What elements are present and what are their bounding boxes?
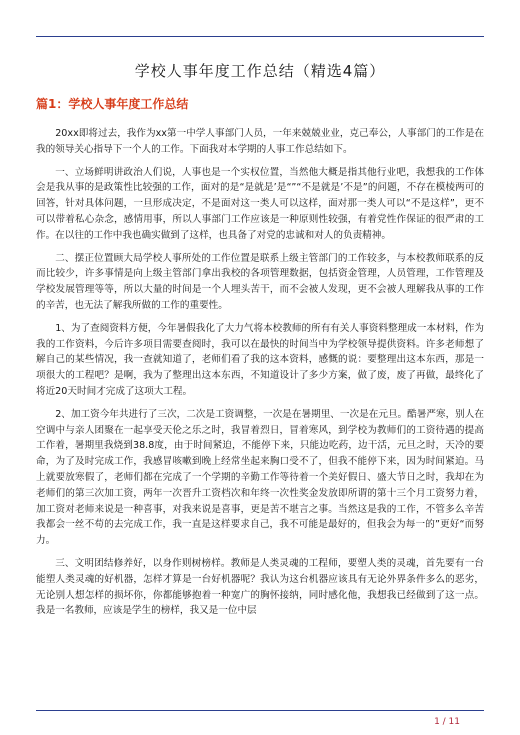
paragraph: 1、为了查阅资料方便，今年暑假我化了大力气将本校教师的所有有关人事资料整理成一本材料，作为我的工作资料，今后许多项目需要查阅时，我可以在最快的时间当中为学校领导提供资料。许多老师想了解自己的某些情况，我一查就知道了，老师们看了我的这本资料，感慨的说：要整理出这本东西，那是一项很大的工程吧？是啊，我为了整理出这本东西，不知道设计了多少方案，做了废，废了再做，最终化了将近20天时间才完成了这项大工程。 [36,322,484,397]
paragraph: 三、文明团结修养好，以身作则树榜样。教师是人类灵魂的工程师，要塑人类的灵魂，首先要有一台能塑人类灵魂的好机器，怎样才算是一台好机器呢？我认为这台机器应该具有无论外界条件多么的恶劣，无论别人想怎样的损坏你，你都能够抱着一种宽广的胸怀接纳，同时感化他，我想我已经做到了这一点。我是一名教师，应该是学生的榜样，我又是一位中层 [36,557,484,617]
paragraph: 一、立场鲜明讲政治人们说，人事也是一个实权位置，当然他大概是指其他行业吧，我想我的工作体会是我从事的是政策性比较强的工作，面对的是“是就是’是“”“不是就是’不是”的问题，不存在模棱两可的回答，针对具体问题，一旦形成决定，不是面对这一类人可以这样，面对那一类人可以“不是这样”，更不可以带着私心杂念，感情用事，所以人事部门工作应该是一种原则性较强，有着党性作保证的很严肃的工作。在以往的工作中我也确实做到了这样，也具备了对党的忠诚和对人的负责精神。 [36,166,484,241]
section-title: 篇1：学校人事年度工作总结 [36,97,189,111]
footer-rule [36,710,484,711]
document-body [36,60,484,626]
paragraph: 20xx即将过去，我作为xx第一中学人事部门人员，一年来兢兢业业，克己奉公，人事部门的工作是在我的领导关心指导下一个人的工作。下面我对本学期的人事工作总结如下。 [36,128,484,155]
header-rule [36,36,484,37]
paragraph: 2、加工资今年共进行了三次，二次是工资调整，一次是在暑期里、一次是在元旦。酷暑严寒，别人在空调中与亲人团聚在一起享受天伦之乐之时，我冒着烈日，冒着寒风，到学校为教师们的工资待遇的提高工作着，暑期里我烧到38.8度，由于时间紧迫，不能停下来，只能边吃药，边干活，元旦之时，天冷的要命，为了及时完成工作，我感冒咳嗽到晚上经常坐起来胸口受不了，但我不能停下来，因为时间紧迫。马上就要放寒假了，老师们都在完成了一个学期的辛勤工作等待着一个美好假日、盛大节日之时，我却在为老师们的第三次加工资，两年一次晋升工资档次和年终一次性奖金发放即所谓的第十三个月工资努力着，加工资对老师来说是一种喜事，对我来说是喜事，更是苦不堪言之事。当然这是我的工作，不管多么辛苦我都会一丝不苟的去完成工作，我一直是这样要求自己，我不可能是最好的，但我会为每一的”更好“而努力。 [36,408,484,547]
document-title: 学校人事年度工作总结（精选4篇） [134,62,386,80]
paragraph: 二、摆正位置顾大局学校人事所处的工作位置是联系上级主管部门的工作较多，与本校教师联系的反而比较少，许多事情是向上级主管部门拿出我校的各项管理数据，包括资金管理，人员管理，工作管理及学校发展管理等等，所以大量的时间是一个人埋头苦干，而不会被人发现，更不会被人理解我从事的工作的辛苦，也无法了解我所做的工作的重要性。 [36,252,484,311]
page-number: 1 / 11 [434,717,460,727]
